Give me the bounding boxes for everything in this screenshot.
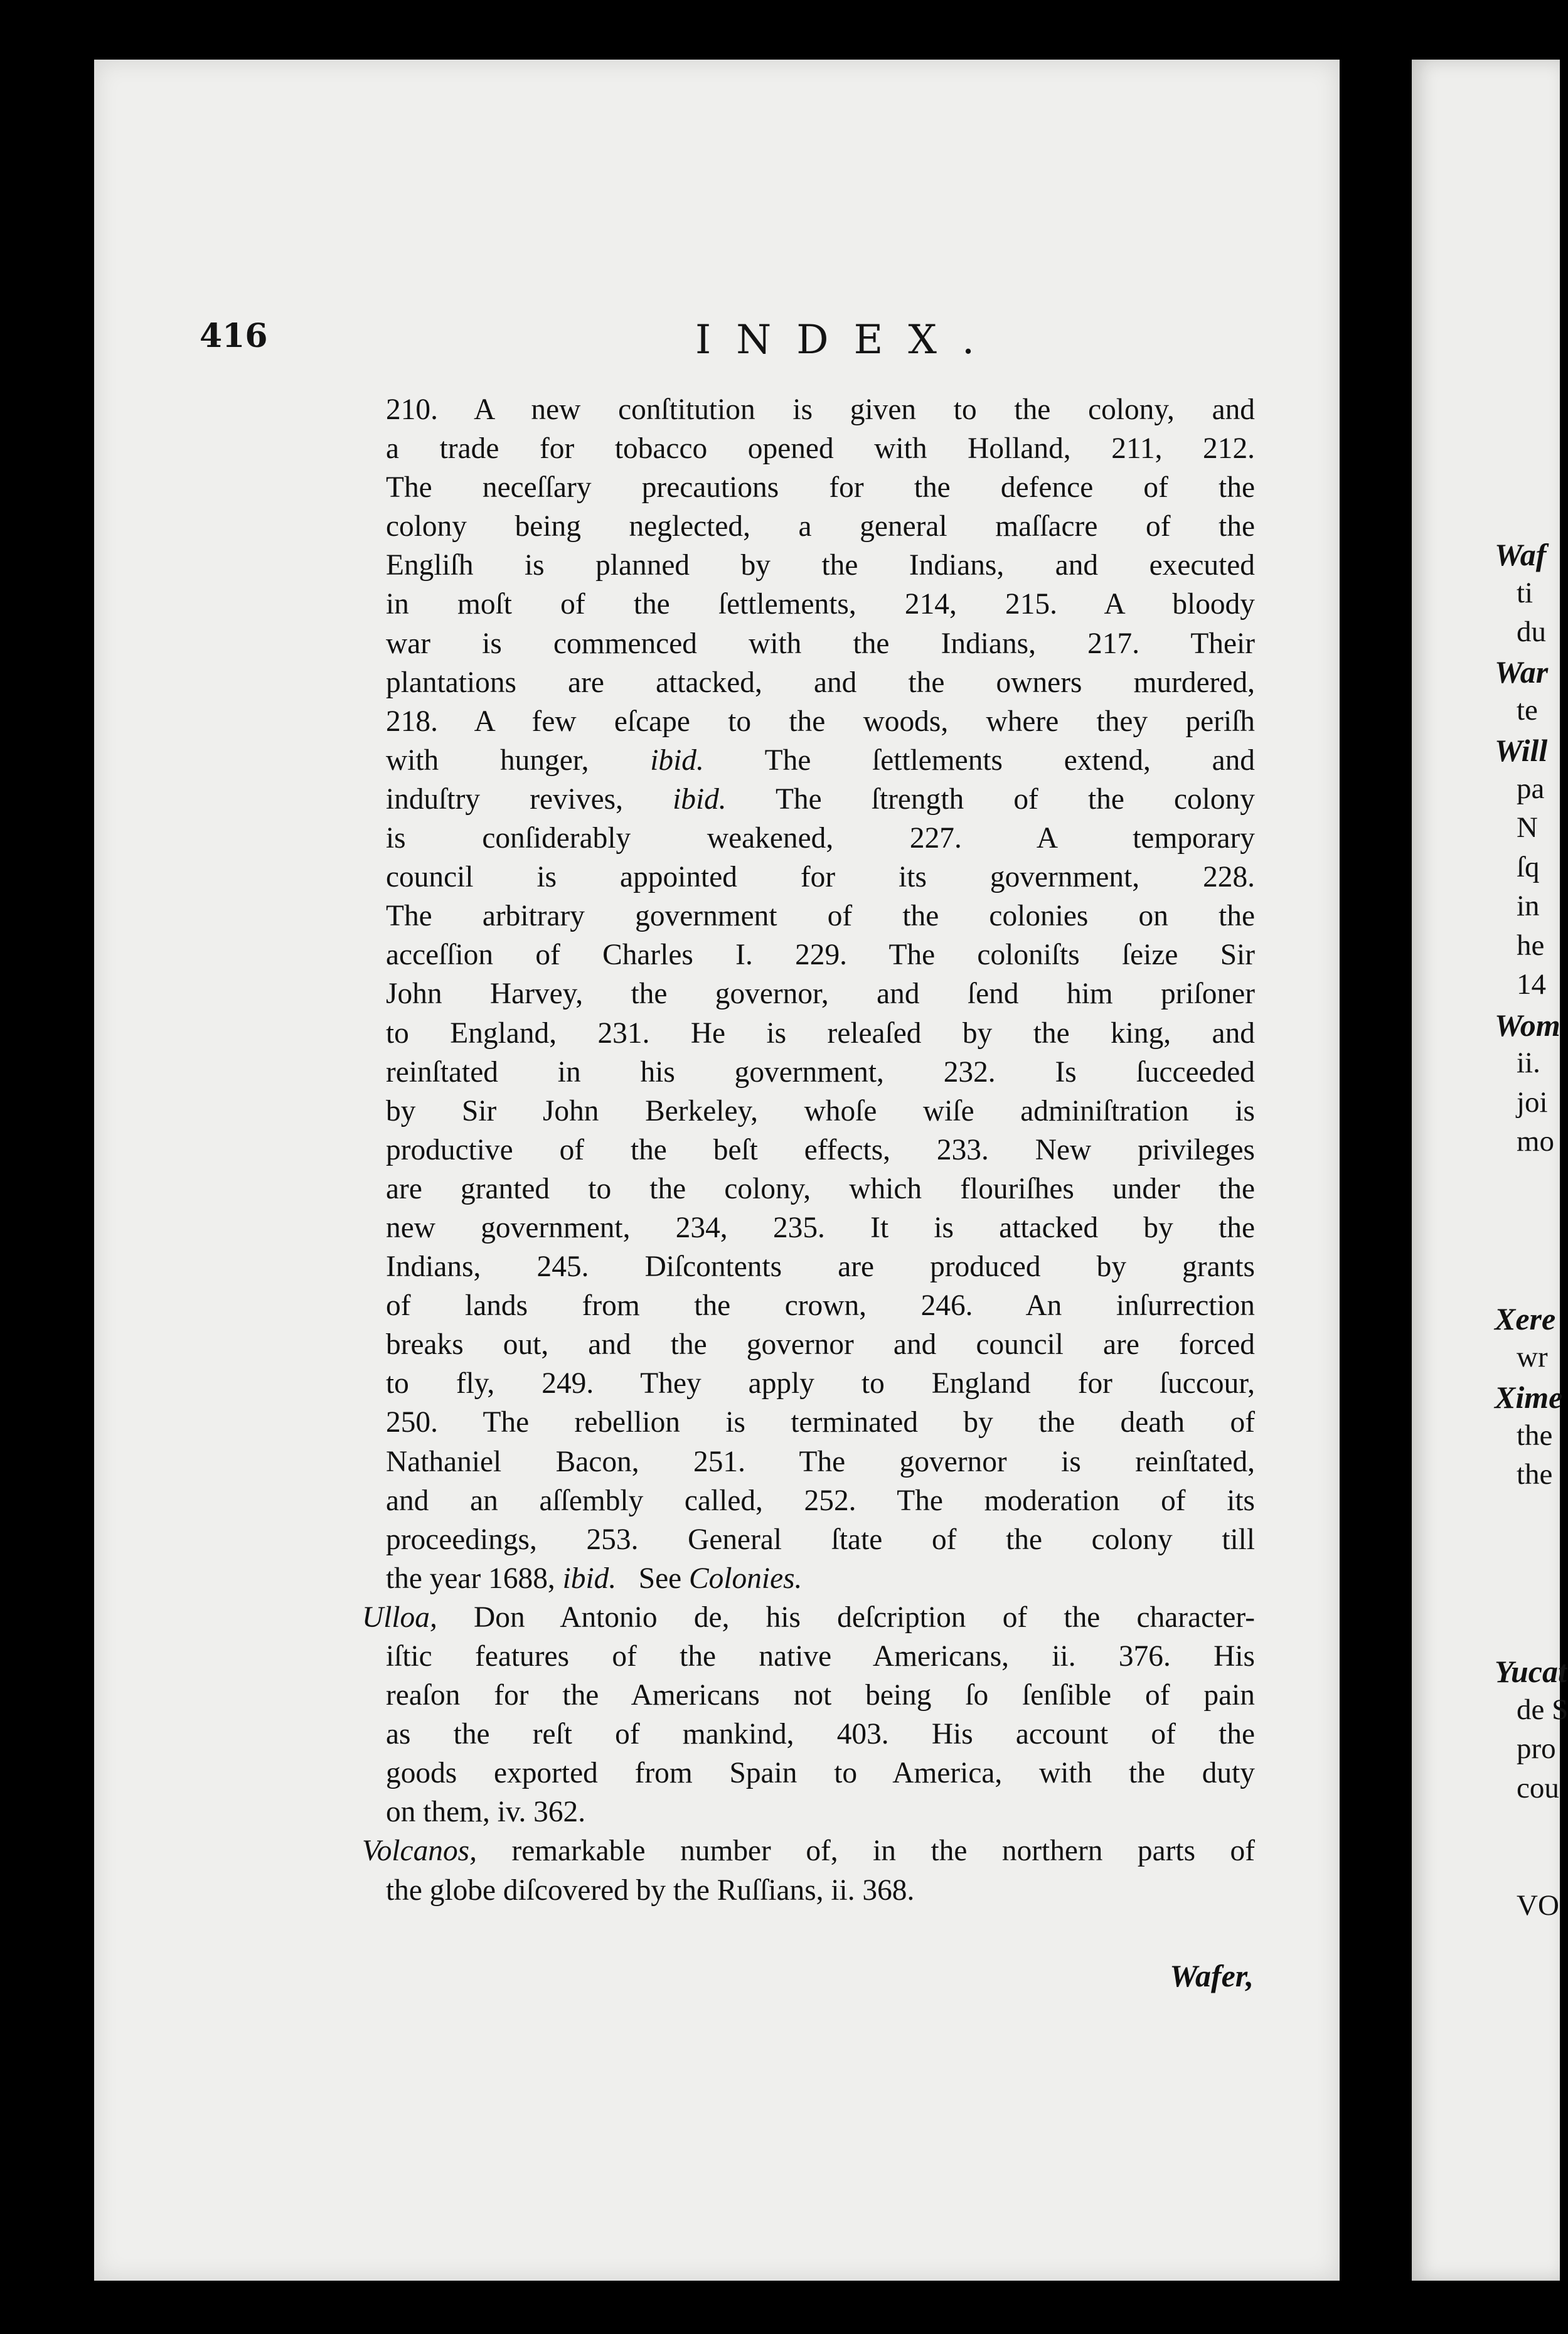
text-line: of lands from the crown, 246. An inſurrection	[386, 1289, 1255, 1323]
text-line	[362, 1831, 1255, 1870]
text-line	[386, 1559, 1255, 1598]
text-line: on them, iv. 362.	[386, 1796, 586, 1829]
text-line: The neceſſary precautions for the defence of the	[386, 471, 1255, 504]
entry-ulloa	[362, 1598, 1255, 1832]
text-run: the year 1688,	[386, 1562, 555, 1595]
text-line: 218. A few eſcape to the woods, where they periſh	[386, 705, 1255, 738]
facing-text-fragment: pro	[1517, 1732, 1556, 1765]
entry-virginia-continued	[386, 390, 1255, 1598]
text-line: breaks out, and the governor and council are forced	[386, 1328, 1255, 1362]
text-line	[362, 1598, 1255, 1637]
facing-text-fragment: in	[1517, 890, 1540, 922]
facing-text-fragment: te	[1517, 694, 1538, 727]
text-line: proceedings, 253. General ſtate of the colony till	[386, 1523, 1255, 1556]
page-number: 416	[200, 317, 268, 355]
facing-text-fragment: Wom	[1495, 1008, 1560, 1043]
facing-text-fragment: joi	[1517, 1086, 1548, 1119]
facing-text-fragment: 14	[1517, 968, 1546, 1001]
facing-text-fragment: wr	[1517, 1341, 1548, 1373]
cross-reference: Colonies.	[689, 1562, 803, 1595]
facing-text-fragment: ti	[1517, 577, 1533, 609]
entry-heading: Volcanos,	[362, 1835, 477, 1868]
text-line: John Harvey, the governor, and ſend him priſoner	[386, 978, 1255, 1011]
text-line: reaſon for the Americans not being ſo ſenſible of pain	[386, 1679, 1255, 1712]
text-run: Don Antonio de, his deſcription of the character-	[474, 1601, 1255, 1634]
text-line: to fly, 249. They apply to England for ſuccour,	[386, 1367, 1255, 1400]
facing-text-fragment: VO	[1517, 1889, 1559, 1922]
text-line	[386, 780, 1255, 819]
entry-volcanos	[362, 1831, 1255, 1909]
catchword: Wafer,	[1170, 1958, 1254, 1993]
text-line	[386, 741, 1255, 780]
text-line: goods exported from Spain to America, with the duty	[386, 1757, 1255, 1790]
ibid-ref: ibid.	[650, 743, 704, 777]
text-line: by Sir John Berkeley, whoſe wiſe adminiſtration is	[386, 1094, 1255, 1127]
facing-text-fragment: he	[1517, 929, 1545, 962]
right-page-edge	[1412, 60, 1563, 2281]
facing-text-fragment: N	[1517, 811, 1538, 844]
text-line: colony being neglected, a general maſſacre of the	[386, 510, 1255, 543]
text-run: The ſettlements extend, and	[764, 743, 1255, 777]
text-run: remarkable number of, in the northern parts of	[511, 1835, 1255, 1868]
facing-text-fragment: War	[1495, 654, 1549, 690]
text-line: reinſtated in his government, 232. Is ſucceeded	[386, 1055, 1255, 1089]
text-line: Engliſh is planned by the Indians, and executed	[386, 549, 1255, 582]
text-line: war is commenced with the Indians, 217. Their	[386, 627, 1255, 660]
text-line: 210. A new conſtitution is given to the colony, and	[386, 393, 1255, 426]
text-line: Indians, 245. Diſcontents are produced by grants	[386, 1250, 1255, 1284]
page-title: INDEX.	[695, 317, 1000, 363]
text-line: iſtic features of the native Americans, ii. 376. His	[386, 1640, 1255, 1673]
text-line: to England, 231. He is releaſed by the king, and	[386, 1016, 1255, 1050]
text-line: as the reſt of mankind, 403. His account of the	[386, 1718, 1255, 1751]
facing-text-fragment: du	[1517, 615, 1546, 648]
text-run: with hunger,	[386, 743, 589, 777]
text-run: The ſtrength of the colony	[775, 782, 1255, 816]
facing-text-fragment: ii.	[1517, 1047, 1540, 1079]
text-line: 250. The rebellion is terminated by the death of	[386, 1406, 1255, 1439]
index-text	[362, 390, 1255, 1910]
text-line: The arbitrary government of the colonies on the	[386, 900, 1255, 933]
text-line: plantations are attacked, and the owners murdered,	[386, 666, 1255, 699]
text-line: is conſiderably weakened, 227. A temporary	[386, 822, 1255, 855]
running-header	[200, 317, 1260, 367]
entry-heading: Ulloa,	[362, 1601, 437, 1634]
facing-text-fragment: the	[1517, 1458, 1553, 1491]
facing-text-fragment: de S	[1517, 1693, 1568, 1726]
facing-text-fragment: mo	[1517, 1125, 1555, 1158]
ibid-ref: ibid.	[673, 782, 727, 816]
facing-text-fragment: pa	[1517, 772, 1545, 805]
text-line: a trade for tobacco opened with Holland, 211, 212.	[386, 432, 1255, 466]
facing-text-fragment: Yucat	[1495, 1654, 1567, 1689]
facing-text-fragment: Xime	[1495, 1380, 1563, 1415]
text-line: acceſſion of Charles I. 229. The coloniſts ſeize Sir	[386, 939, 1255, 972]
text-line: and an aſſembly called, 252. The moderation of its	[386, 1484, 1255, 1517]
text-line: council is appointed for its government, 228.	[386, 861, 1255, 894]
text-line: new government, 234, 235. It is attacked by the	[386, 1211, 1255, 1244]
text-line: Nathaniel Bacon, 251. The governor is reinſtated,	[386, 1445, 1255, 1478]
facing-text-fragment: Waf	[1495, 537, 1547, 572]
facing-text-fragment: ſq	[1517, 851, 1540, 883]
text-line: the globe diſcovered by the Ruſſians, ii. 368.	[386, 1873, 915, 1907]
text-line: in moſt of the ſettlements, 214, 215. A bloody	[386, 588, 1255, 621]
facing-text-fragment: Will	[1495, 733, 1548, 768]
facing-text-fragment: cou	[1517, 1772, 1559, 1804]
facing-text-fragment: Xere	[1495, 1301, 1556, 1336]
text-line: productive of the beſt effects, 233. New privileges	[386, 1133, 1255, 1166]
text-line: are granted to the colony, which flouriſhes under the	[386, 1172, 1255, 1205]
text-run: induſtry revives,	[386, 782, 623, 816]
text-run: See	[638, 1562, 682, 1595]
ibid-ref: ibid.	[562, 1562, 617, 1595]
facing-text-fragment: the	[1517, 1419, 1553, 1452]
